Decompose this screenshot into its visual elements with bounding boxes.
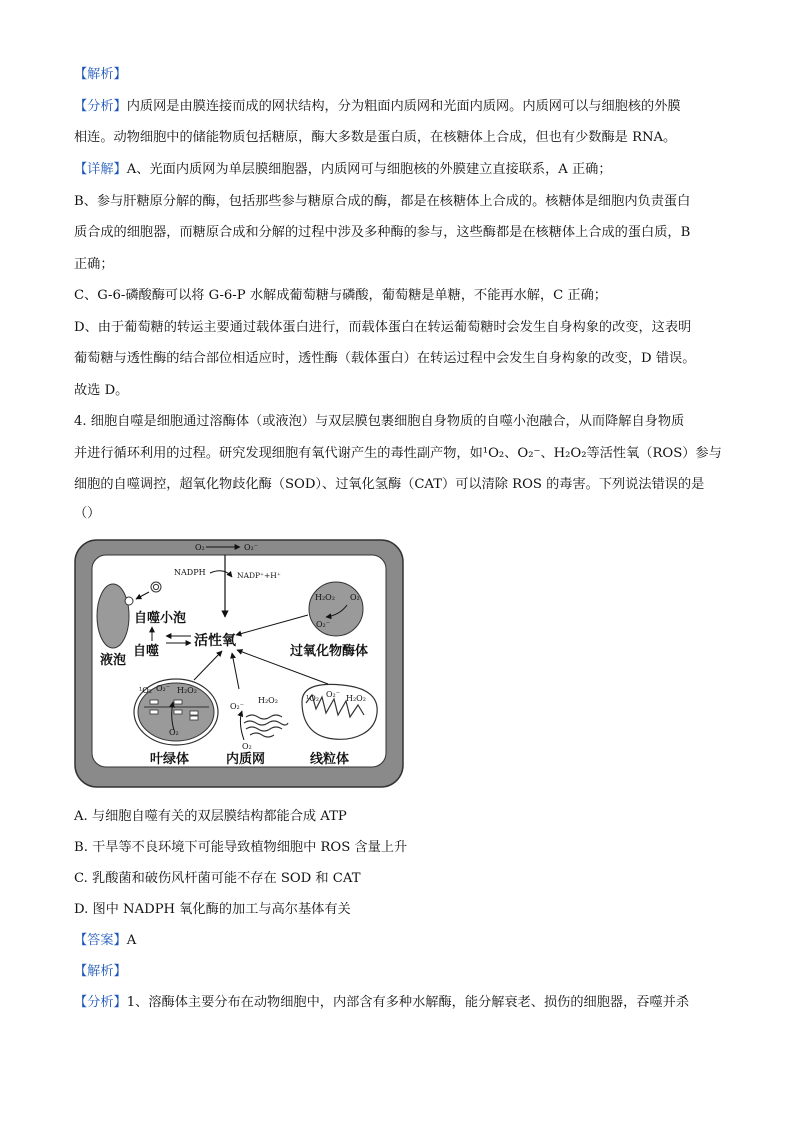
text-line — [74, 963, 726, 981]
section-tag: 【详解】 — [74, 162, 127, 177]
svg-text:H₂O₂: H₂O₂ — [258, 696, 278, 705]
text-line: B、参与肝糖原分解的酶，包括那些参与糖原合成的酶，都是在核糖体上合成的。核糖体是细胞内负责蛋白 — [74, 194, 691, 209]
svg-text:O₂: O₂ — [350, 593, 360, 602]
vacuole — [97, 584, 129, 648]
svg-text:O₂⁻: O₂⁻ — [326, 690, 340, 699]
option-a: A. 与细胞自噬有关的双层膜结构都能合成 ATP — [74, 809, 347, 824]
text-line: 【分析】内质网是由膜连接而成的网状结构，分为粗面内质网和光面内质网。内质网可以与细胞核的外膜 — [74, 99, 681, 114]
mitochondrion-label: 线粒体 — [310, 752, 350, 767]
svg-text:H₂O₂: H₂O₂ — [177, 686, 197, 695]
text-line: 正确； — [74, 257, 114, 272]
question-line: 细胞的自噬调控，超氧化物歧化酶（SOD）、过氧化氢酶（CAT）可以清除 ROS 的毒害。下列说法错误的是 — [74, 477, 705, 492]
chloroplast-label: 叶绿体 — [150, 752, 190, 767]
question-line: 并进行循环利用的过程。研究发现细胞有氧代谢产生的毒性副产物，如¹O₂、O₂⁻、H₂O₂等活性氧（ROS）参与 — [74, 446, 722, 461]
text-line: 质合成的细胞器，而糖原合成和分解的过程中涉及多种酶的参与，这些酶都是在核糖体上合成的蛋白质，B — [74, 225, 691, 240]
text-line: 故选 D。 — [74, 383, 129, 398]
svg-text:¹O₂: ¹O₂ — [306, 694, 319, 703]
ros-label: 活性氧 — [194, 633, 236, 649]
text-line: 相连。动物细胞中的储能物质包括糖原，酶大多数是蛋白质，在核糖体上合成，但也有少数酶是 RNA。 — [74, 130, 677, 145]
svg-text:O₂: O₂ — [169, 728, 179, 737]
nadph-label: NADPH — [174, 568, 206, 577]
option-d: D. 图中 NADPH 氧化酶的加工与高尔基体有关 — [74, 902, 351, 917]
cell-diagram — [74, 537, 404, 789]
svg-text:O₂: O₂ — [242, 742, 252, 751]
svg-text:H₂O₂: H₂O₂ — [346, 694, 366, 703]
text-line: D、由于葡萄糖的转运主要通过载体蛋白进行，而载体蛋白在转运葡萄糖时会发生自身构象的改变，这表明 — [74, 320, 692, 335]
question-line: 4. 细胞自噬是细胞通过溶酶体（或液泡）与双层膜包裹细胞自身物质的自噬小泡融合，从而降解自身物质 — [74, 414, 685, 429]
svg-text:O₂⁻: O₂⁻ — [244, 543, 258, 552]
svg-text:H₂O₂: H₂O₂ — [315, 593, 335, 602]
svg-text:O₂⁻: O₂⁻ — [156, 684, 170, 693]
option-b: B. 干旱等不良环境下可能导致植物细胞中 ROS 含量上升 — [74, 840, 408, 855]
peroxisome-label: 过氧化物酶体 — [290, 644, 369, 659]
autophagy-label: 自噬 — [133, 644, 160, 659]
vacuole-label: 液泡 — [100, 653, 127, 668]
svg-text:¹O₂: ¹O₂ — [139, 686, 152, 695]
section-tag: 【解析】 — [74, 964, 127, 979]
svg-text:O₂: O₂ — [195, 543, 205, 552]
section-tag: 【分析】 — [74, 995, 127, 1010]
er-label: 内质网 — [226, 752, 266, 767]
question-line: （） — [74, 506, 101, 521]
section-tag: 【解析】 — [74, 67, 127, 82]
option-c: C. 乳酸菌和破伤风杆菌可能不存在 SOD 和 CAT — [74, 871, 361, 886]
text-line — [74, 66, 726, 84]
text-line: 【详解】A、光面内质网为单层膜细胞器，内质网可与细胞核的外膜建立直接联系，A 正确； — [74, 162, 612, 177]
text-line: 【分析】1、溶酶体主要分布在动物细胞中，内部含有多种水解酶，能分解衰老、损伤的细胞器，吞噬并杀 — [74, 995, 690, 1010]
nadp-label: NADP⁺+H⁺ — [237, 571, 281, 580]
text-line: 葡萄糖与透性酶的结合部位相适应时，透性酶（载体蛋白）在转运过程中会发生自身构象的改变，D 错误。 — [74, 351, 696, 366]
section-tag: 【分析】 — [74, 99, 127, 114]
svg-text:O₂⁻: O₂⁻ — [230, 702, 244, 711]
text-line: C、G-6-磷酸酶可以将 G-6-P 水解成葡萄糖与磷酸，葡萄糖是单糖，不能再水解，C 正确； — [74, 288, 607, 303]
autophagy-vesicle-label: 自噬小泡 — [134, 611, 187, 626]
section-tag: 【答案】 — [74, 933, 127, 948]
svg-text:O₂⁻: O₂⁻ — [316, 620, 330, 629]
answer-line: 【答案】A — [74, 933, 137, 948]
